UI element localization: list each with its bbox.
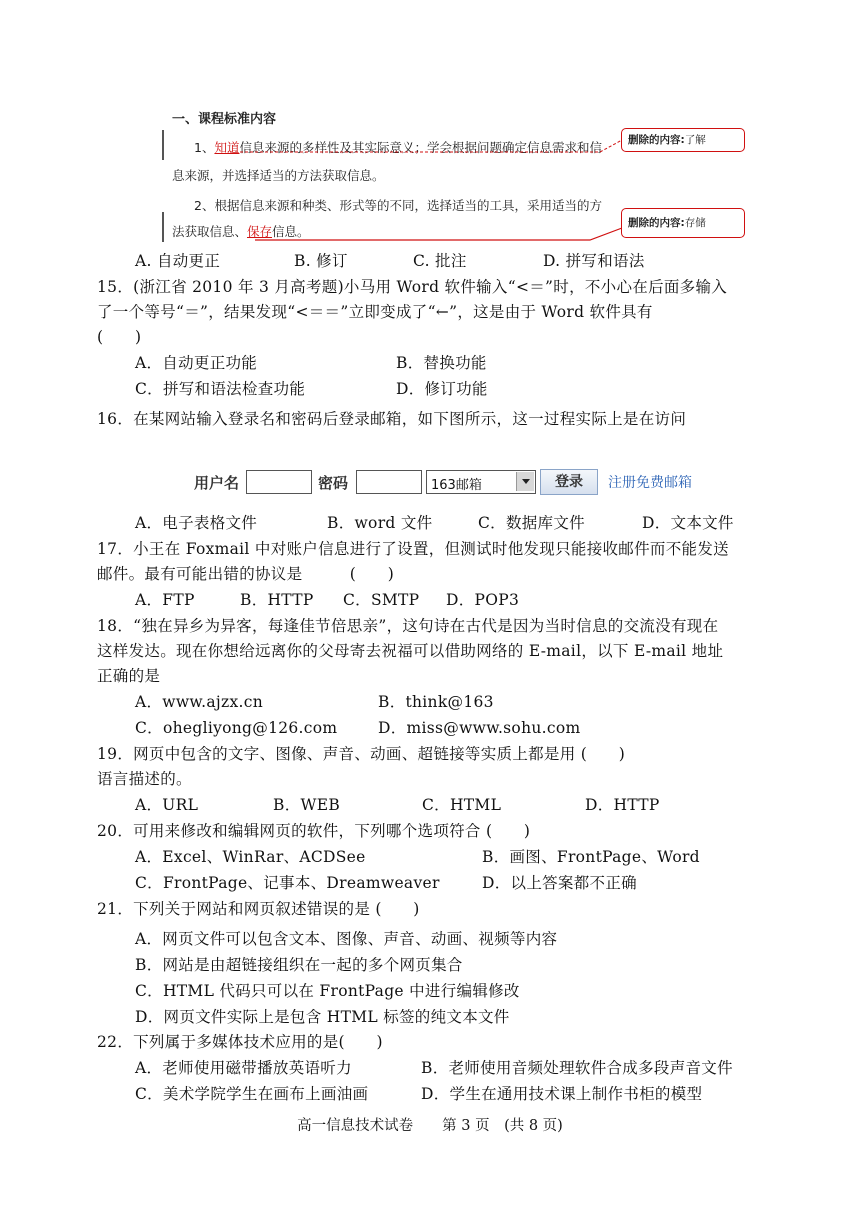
mailbox-select[interactable] — [426, 470, 536, 494]
option: D. 拼写和语法 — [543, 252, 645, 270]
option: C．SMTP — [343, 591, 420, 609]
mail-login-bar — [190, 466, 710, 500]
option: D．文本文件 — [642, 514, 734, 532]
option: B．word 文件 — [327, 514, 433, 532]
question-text: 21．下列关于网站和网页叙述错误的是 ( ) — [97, 900, 420, 918]
password-label: 密码 — [318, 474, 349, 492]
revision-comment-box: 删除的内容:存储 — [621, 208, 745, 238]
login-button[interactable]: 登录 — [540, 469, 598, 495]
option: A．网页文件可以包含文本、图像、声音、动画、视频等内容 — [135, 930, 558, 948]
register-link[interactable]: 注册免费邮箱 — [608, 475, 692, 491]
question-text: 这样发达。现在你想给远离你的父母寄去祝福可以借助网络的 E-mail，以下 E-mail 地址 — [97, 642, 724, 660]
option: C．FrontPage、记事本、Dreamweaver — [135, 874, 440, 892]
option: D．以上答案都不正确 — [482, 874, 637, 892]
username-input[interactable] — [246, 470, 312, 494]
option: A．Excel、WinRar、ACDSee — [135, 848, 366, 866]
question-text: 邮件。最有可能出错的协议是 ( ) — [97, 565, 395, 583]
option: D．网页文件实际上是包含 HTML 标签的纯文本文件 — [135, 1008, 510, 1026]
option: D．学生在通用技术课上制作书柜的模型 — [421, 1085, 703, 1103]
option: D．HTTP — [585, 796, 660, 814]
mailbox-select-value: 163邮箱 — [431, 478, 482, 493]
fig-item2-line2: 法获取信息、保存信息。 — [172, 224, 310, 239]
deleted-text: 保存 — [247, 224, 273, 239]
question-text: 19．网页中包含的文字、图像、声音、动画、超链接等实质上都是用 ( ) — [97, 745, 626, 763]
option: A．URL — [135, 796, 199, 814]
option: B. 修订 — [294, 252, 348, 270]
option: A．老师使用磁带播放英语听力 — [135, 1059, 352, 1077]
option: A. 自动更正 — [135, 252, 221, 270]
option: C．数据库文件 — [478, 514, 585, 532]
option: A．自动更正功能 — [135, 354, 258, 372]
question-text: 20．可用来修改和编辑网页的软件，下列哪个选项符合 ( ) — [97, 822, 531, 840]
deleted-text: 知道 — [214, 140, 240, 155]
option: B．网站是由超链接组织在一起的多个网页集合 — [135, 956, 463, 974]
question-text: 15．(浙江省 2010 年 3 月高考题)小马用 Word 软件输入“<＝”时，不小心在后面多输入 — [97, 278, 728, 296]
fig-item1-line1: 1、知道信息来源的多样性及其实际意义；学会根据问题确定信息需求和信 — [194, 140, 602, 155]
option: C．ohegliyong@126.com — [135, 719, 338, 737]
question-text: ( ) — [97, 328, 142, 346]
option: C．HTML — [422, 796, 502, 814]
question-text: 语言描述的。 — [97, 770, 192, 788]
option: D．miss@www.sohu.com — [378, 719, 581, 737]
option: B．替换功能 — [396, 354, 487, 372]
fig-item1-line2: 息来源，并选择适当的方法获取信息。 — [172, 168, 385, 183]
option: A．电子表格文件 — [135, 514, 258, 532]
chevron-down-icon[interactable] — [516, 472, 534, 491]
page-footer: 高一信息技术试卷 第 3 页 (共 8 页) — [297, 1118, 563, 1134]
option: B．HTTP — [240, 591, 314, 609]
question-text: 22．下列属于多媒体技术应用的是( ) — [97, 1033, 383, 1051]
fig-heading: 一、课程标准内容 — [172, 112, 277, 127]
option: C. 批注 — [413, 252, 467, 270]
question-text: 正确的是 — [97, 667, 161, 685]
revision-screenshot — [160, 100, 760, 250]
option: B．画图、FrontPage、Word — [482, 848, 700, 866]
option: B．think@163 — [378, 693, 494, 711]
option: D．修订功能 — [396, 380, 488, 398]
option: C．拼写和语法检查功能 — [135, 380, 306, 398]
option: D．POP3 — [446, 591, 520, 609]
option: A．FTP — [135, 591, 195, 609]
option: B．老师使用音频处理软件合成多段声音文件 — [421, 1059, 733, 1077]
username-label: 用户名 — [194, 474, 240, 492]
question-text: 了一个等号“＝”，结果发现“<＝＝”立即变成了“←”，这是由于 Word 软件具有 — [97, 303, 653, 321]
option: C．HTML 代码只可以在 FrontPage 中进行编辑修改 — [135, 982, 520, 1000]
option: A．www.ajzx.cn — [135, 693, 264, 711]
question-text: 17．小王在 Foxmail 中对账户信息进行了设置，但测试时他发现只能接收邮件而不能发送 — [97, 540, 729, 558]
option: B．WEB — [273, 796, 341, 814]
option: C．美术学院学生在画布上画油画 — [135, 1085, 369, 1103]
fig-item2-line1: 2、根据信息来源和种类、形式等的不同，选择适当的工具，采用适当的方 — [194, 198, 602, 213]
question-text: 16．在某网站输入登录名和密码后登录邮箱，如下图所示，这一过程实际上是在访问 — [97, 410, 687, 428]
password-input[interactable] — [356, 470, 422, 494]
question-text: 18．“独在异乡为异客，每逢佳节倍思亲”，这句诗在古代是因为当时信息的交流没有现在 — [97, 617, 719, 635]
revision-comment-box: 删除的内容:了解 — [621, 128, 745, 152]
